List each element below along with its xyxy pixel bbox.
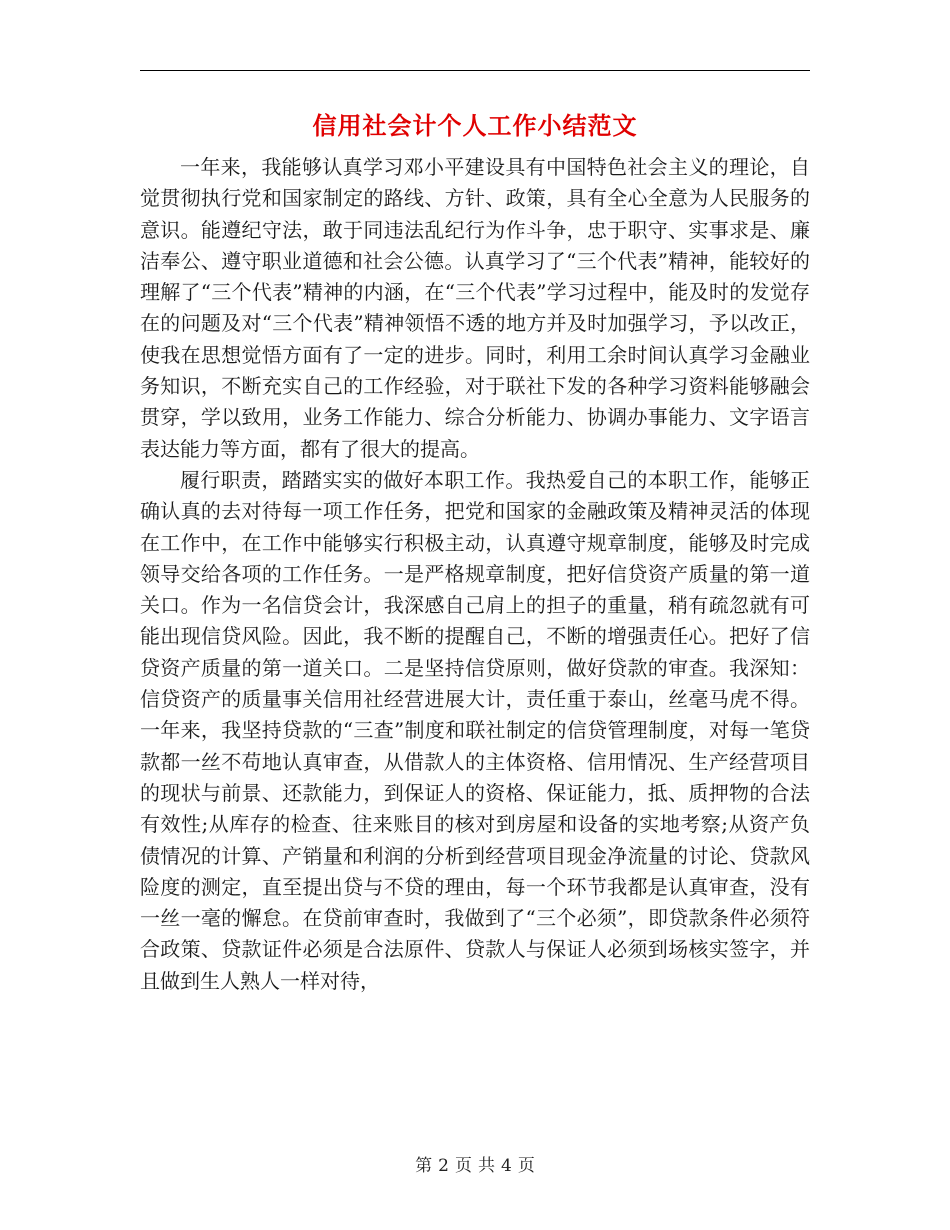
- footer-page-number: 2: [438, 1156, 449, 1176]
- footer-prefix: 第: [415, 1156, 433, 1176]
- footer-suffix: 页: [517, 1156, 535, 1176]
- page-footer: [0, 1154, 950, 1178]
- footer-page-label: 页: [455, 1156, 472, 1176]
- footer-total-pages: 4: [501, 1156, 512, 1176]
- document-title: 信用社会计个人工作小结范文: [312, 111, 638, 140]
- paragraph-2: 履行职责，踏踏实实的做好本职工作。我热爱自己的本职工作，能够正确认真的去对待每一项工作任务，把党和国家的金融政策及精神灵活的体现在工作中，在工作中能够实行积极主动，认真遵守规章制度，能够及时完成领导交给各项的工作任务。一是严格规章制度，把好信贷资产质量的第一道关口。作为一名信贷会计，我深感自己肩上的担子的重量，稍有疏忽就有可能出现信贷风险。因此，我不断的提醒自己，不断的增强责任心。把好了信贷资产质量的第一道关口。二是坚持信贷原则，做好贷款的审查。我深知：信贷资产的质量事关信用社经营进展大计，责任重于泰山，丝毫马虎不得。一年来，我坚持贷款的“三查”制度和联社制定的信贷管理制度，对每一笔贷款都一丝不苟地认真审查，从借款人的主体资格、信用情况、生产经营项目的现状与前景、还款能力，到保证人的资格、保证能力，抵、质押物的合法有效性;从库存的检查、往来账目的核对到房屋和设备的实地考察;从资产负债情况的计算、产销量和利润的分析到经营项目现金净流量的讨论、贷款风险度的测定，直至提出贷与不贷的理由，每一个环节我都是认真审查，没有一丝一毫的懈怠。在贷前审查时，我做到了“三个必须”，即贷款条件必须符合政策、贷款证件必须是合法原件、贷款人与保证人必须到场核实签字，并且做到生人熟人一样对待，: [140, 467, 810, 993]
- header-rule: [140, 70, 810, 71]
- paragraph-1: 一年来，我能够认真学习邓小平建设具有中国特色社会主义的理论，自觉贯彻执行党和国家制定的路线、方针、政策，具有全心全意为人民服务的意识。能遵纪守法，敢于同违法乱纪行为作斗争，忠于职守、实事求是、廉洁奉公、遵守职业道德和社会公德。认真学习了“三个代表”精神，能较好的理解了“三个代表”精神的内涵，在“三个代表”学习过程中，能及时的发觉存在的问题及对“三个代表”精神领悟不透的地方并及时加强学习，予以改正，使我在思想觉悟方面有了一定的进步。同时，利用工余时间认真学习金融业务知识，不断充实自己的工作经验，对于联社下发的各种学习资料能够融会贯穿，学以致用，业务工作能力、综合分析能力、协调办事能力、文字语言表达能力等方面，都有了很大的提高。: [140, 155, 810, 461]
- footer-total-label: 共: [478, 1156, 495, 1176]
- document-body: [140, 152, 810, 997]
